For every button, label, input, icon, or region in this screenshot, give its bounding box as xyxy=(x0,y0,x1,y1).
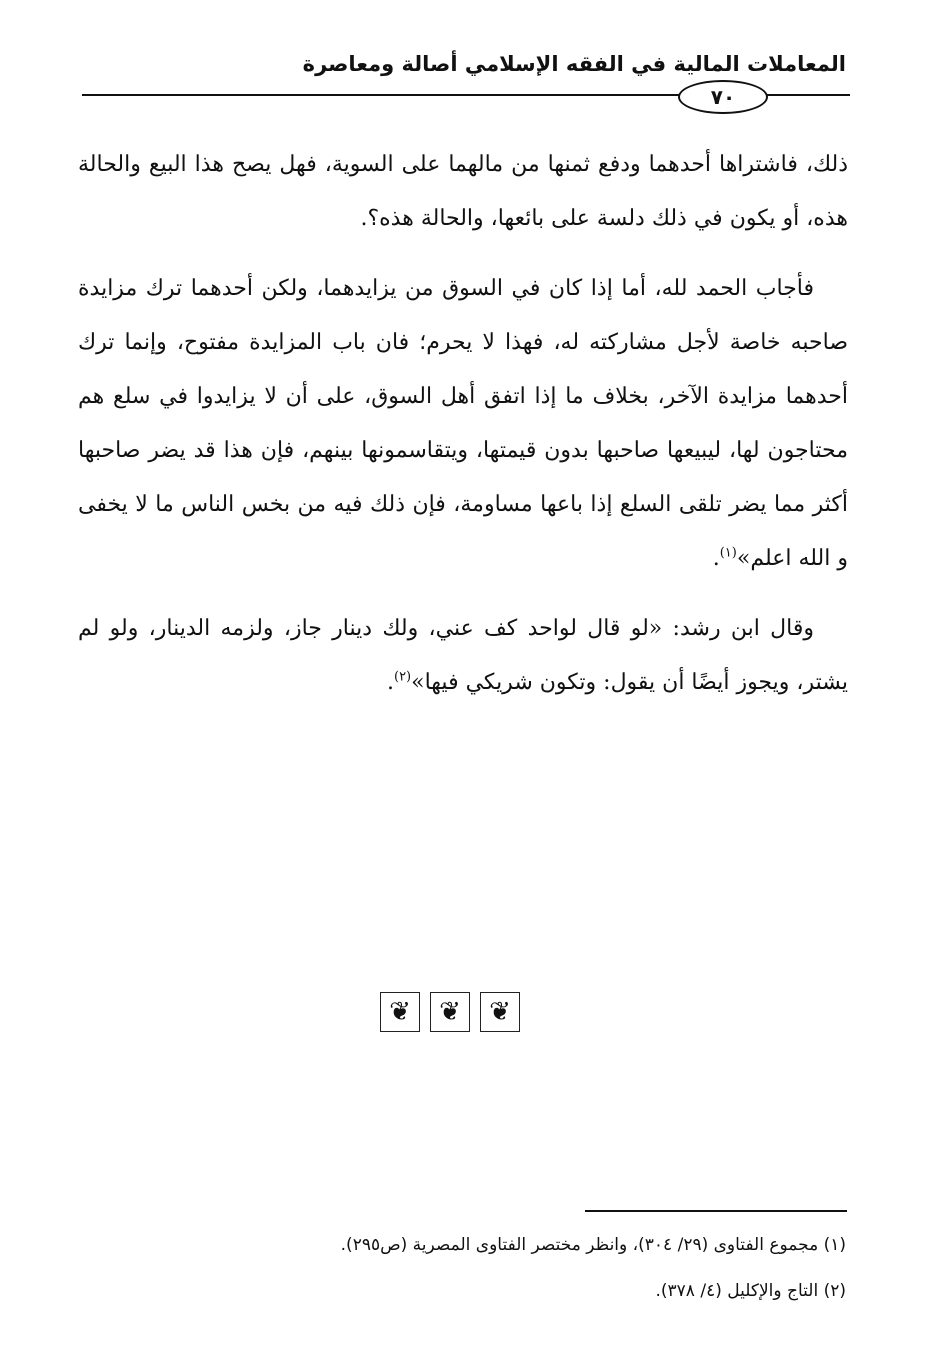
paragraph-3-text: وقال ابن رشد: «لو قال لواحد كف عني، ولك دينار جاز، ولزمه الدينار، ولو لم يشتر، ويجوز أيضًا أن يقول: وتكون شريكي فيها» xyxy=(78,616,848,695)
section-ornament xyxy=(380,992,520,1032)
footnote-ref-2[interactable]: (٢) xyxy=(393,669,412,685)
ornament-icon: ❦ xyxy=(430,992,470,1032)
paragraph-3-tail: . xyxy=(386,670,394,695)
ornament-icon: ❦ xyxy=(480,992,520,1032)
paragraph-2 xyxy=(78,262,848,586)
paragraph-2-text: فأجاب الحمد لله، أما إذا كان في السوق من يزايدهما، ولكن أحدهما ترك مزايدة صاحبه خاصة لأجل مشاركته له، فهذا لا يحرم؛ فان باب المزايدة مفتوح، وإنما ترك أحدهما مزايدة الآخر، بخلاف ما إذا اتفق أهل السوق، على أن لا يزايدوا في سلع هم محتاجون لها، ليبيعها صاحبها بدون قيمتها، ويتقاسمونها بينهم، فإن هذا قد يضر صاحبها أكثر مما يضر تلقى السلع إذا باعها مساومة، فإن ذلك فيه من بخس الناس ما لا يخفى و الله اعلم» xyxy=(78,276,848,571)
paragraph-2-tail: . xyxy=(712,546,720,571)
page-number: ٧٠ xyxy=(710,85,736,109)
footnotes xyxy=(86,1222,846,1314)
paragraph-1 xyxy=(78,138,848,246)
footnote-ref-1[interactable]: (١) xyxy=(719,545,737,561)
running-title: المعاملات المالية في الفقه الإسلامي أصالة ومعاصرة xyxy=(302,52,846,76)
ornament-icon: ❦ xyxy=(380,992,420,1032)
footnote-1: (١) مجموع الفتاوى (٢٩/ ٣٠٤)، وانظر مختصر الفتاوى المصرية (ص٢٩٥). xyxy=(340,1235,846,1255)
body-text xyxy=(78,138,848,726)
paragraph-1-text: ذلك، فاشتراها أحدهما ودفع ثمنها من مالهما على السوية، فهل يصح هذا البيع والحالة هذه، أو يكون في ذلك دلسة على بائعها، والحالة هذه؟. xyxy=(78,152,848,231)
page-number-badge xyxy=(678,80,768,114)
footnote-rule xyxy=(585,1210,847,1212)
footnote-2: (٢) التاج والإكليل (٤/ ٣٧٨). xyxy=(655,1281,846,1301)
paragraph-3 xyxy=(78,602,848,710)
